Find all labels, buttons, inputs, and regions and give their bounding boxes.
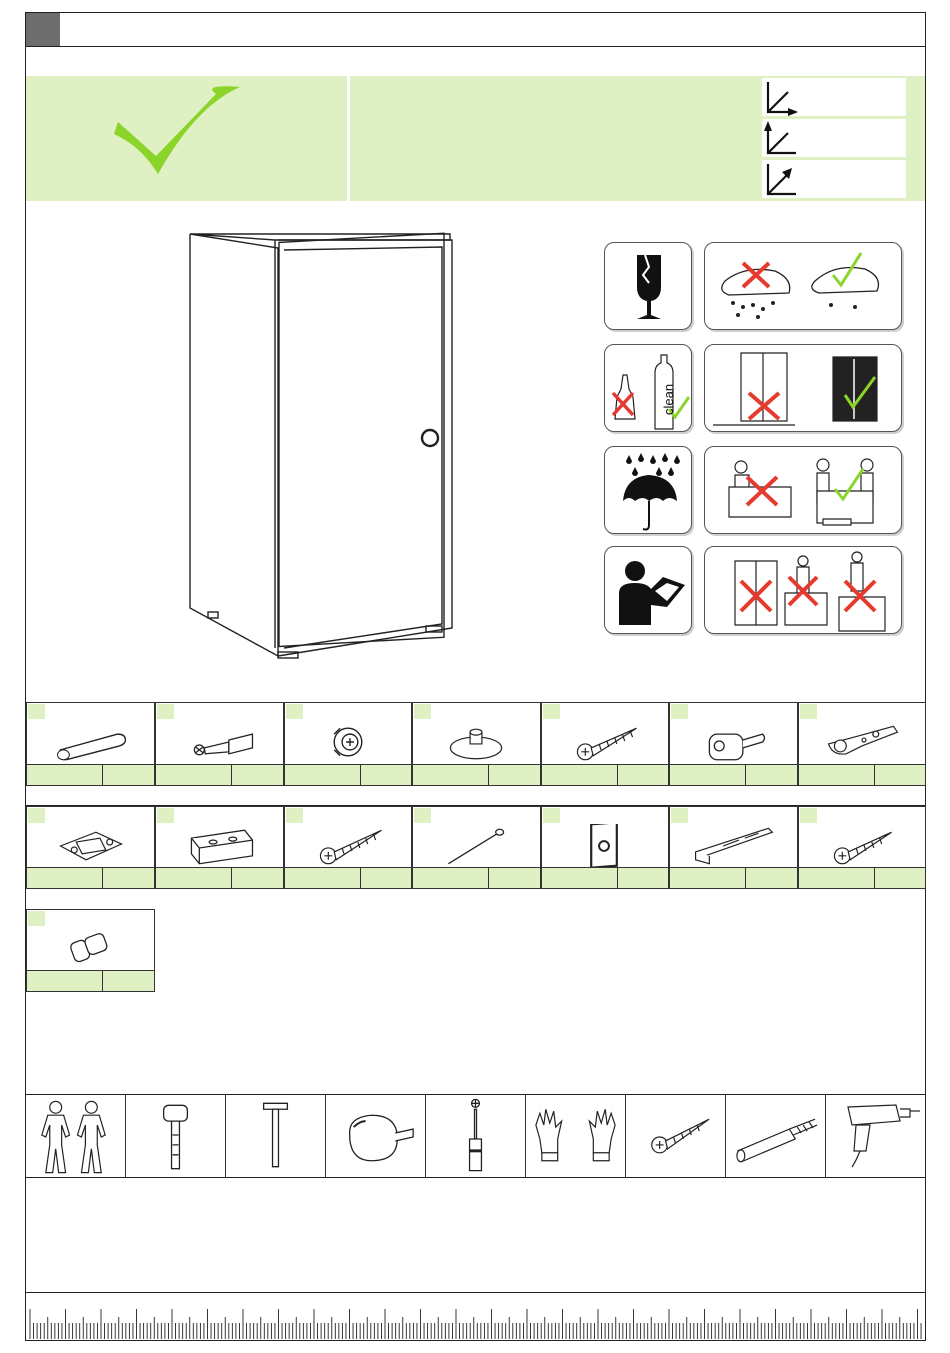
part-cam-bolt [155,702,284,786]
tool-screw [626,1095,726,1177]
screw-icon [799,824,925,868]
orientation-right-box [762,78,906,116]
arrow-up-icon [762,119,906,157]
shelf-pin-icon [670,720,797,764]
screw-icon [285,824,411,868]
part-angle-bracket [669,806,798,889]
cam-lock-icon [285,720,411,764]
tool-wall-plug [726,1095,826,1177]
cleaning-pictogram [604,344,692,432]
cover-cap-icon [542,824,668,868]
part-connector-block [155,806,284,889]
part-cam-lock [284,702,412,786]
part-label [157,808,174,823]
no-climbing-pictogram [704,546,902,634]
clean-label: clean [661,383,676,415]
part-label [414,704,431,719]
part-qty-row [670,764,797,785]
part-qty-row [670,867,797,888]
hinge-icon [799,720,925,764]
part-label [157,704,174,719]
row-gap [26,786,926,805]
part-shelf-support [669,702,798,786]
header-block [26,13,60,46]
connector-block-icon [156,824,283,868]
part-qty-row [413,764,540,785]
read-instructions-pictogram [604,546,692,634]
person-reading-icon [605,547,692,634]
orientation-up-box [762,119,906,157]
mounting-plate-icon [27,824,154,868]
part-qty-row [799,867,925,888]
hammer-icon [226,1095,325,1177]
part-short-screw [798,806,926,889]
cam-bolt-icon [156,720,283,764]
part-mounting-plate [26,806,155,889]
workbench-icon [705,447,902,534]
part-qty-row [156,867,283,888]
part-qty-row [542,867,668,888]
part-label [28,911,45,926]
part-wooden-dowel [26,702,155,786]
wall-plug-icon [726,1095,825,1177]
part-long-screw [284,806,412,889]
wipe-dry-pictogram [704,242,902,330]
part-label [671,704,688,719]
part-label [543,704,560,719]
umbrella-icon [605,447,692,534]
keep-dry-pictogram [604,446,692,534]
part-wood-screw [541,702,669,786]
part-label [414,808,431,823]
part-qty-row [285,867,411,888]
part-qty-row [27,867,154,888]
assembly-surface-pictogram [704,446,902,534]
rubber-mallet-icon [126,1095,225,1177]
part-qty-row [799,764,925,785]
fragile-pictogram [604,242,692,330]
part-label [800,704,817,719]
part-qty-row [542,764,668,785]
screw-icon [626,1095,725,1177]
angle-bracket-icon [670,824,797,868]
part-nail [412,806,541,889]
arrow-diagonal-icon [762,160,906,198]
tool-hammer [226,1095,326,1177]
cabinet-illustration [180,228,470,668]
arrow-right-icon [762,78,906,116]
drill-icon [826,1095,926,1177]
part-connector-pin [26,909,155,992]
tool-two-persons [26,1095,126,1177]
no-climb-icon [705,547,902,634]
orientation-diagonal-box [762,160,906,198]
wet-cloth-icon [705,243,902,330]
screwdriver-icon [426,1095,525,1177]
door-alignment-pictogram [704,344,902,432]
two-person-icon [26,1095,125,1177]
tools-bottom-divider [25,1177,926,1178]
tool-screwdriver [426,1095,526,1177]
tape-measure-icon [326,1095,425,1177]
header-divider [25,46,926,47]
part-label [28,808,45,823]
part-qty-row [27,970,154,991]
part-glide [412,702,541,786]
tool-rubber-mallet [126,1095,226,1177]
approval-panel [26,76,347,201]
part-qty-row [413,867,540,888]
part-qty-row [285,764,411,785]
part-hinge [798,702,926,786]
part-label [671,808,688,823]
tool-tape-measure [326,1095,426,1177]
wardrobe-door-icon [705,345,902,432]
check-mark-icon [26,76,347,201]
part-label [286,808,303,823]
nail-icon [413,824,540,868]
clean-bottle-icon [605,345,692,432]
dowel-icon [27,720,154,764]
screw-icon [542,720,668,764]
part-qty-row [27,764,154,785]
glass-icon [605,243,692,330]
part-cover-cap [541,806,669,889]
gloves-icon [526,1095,625,1177]
connector-pin-icon [27,927,154,971]
part-qty-row [156,764,283,785]
part-label [286,704,303,719]
measurement-ruler [26,1293,925,1340]
part-label [543,808,560,823]
part-label [28,704,45,719]
tool-drill [826,1095,926,1177]
furniture-glide-icon [413,720,540,764]
part-label [800,808,817,823]
tool-gloves [526,1095,626,1177]
